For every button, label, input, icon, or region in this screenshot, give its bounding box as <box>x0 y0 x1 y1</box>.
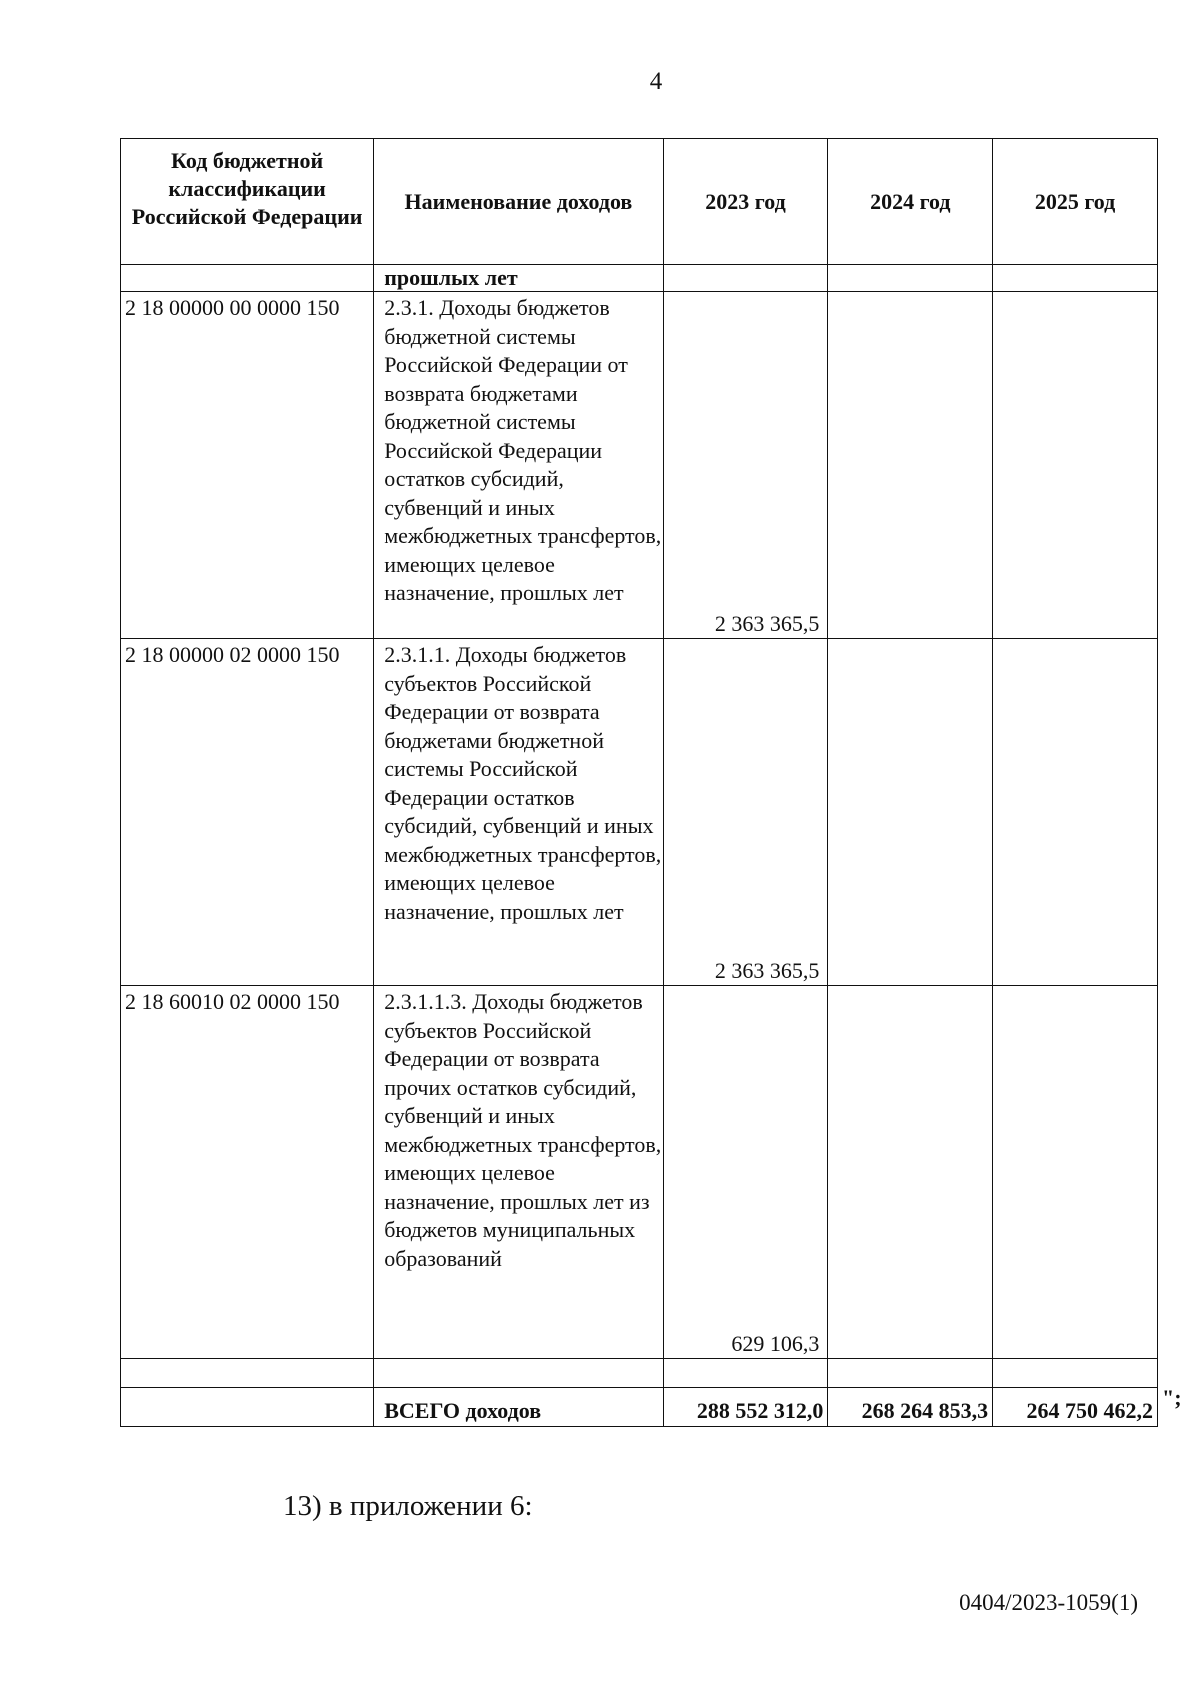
continuation-2023-cell <box>663 265 828 292</box>
row-value-2025 <box>993 986 1158 1359</box>
row-name: 2.3.1.1. Доходы бюджетов субъектов Российской Федерации от возврата бюджетами бюджетной системы Российской Федерации остатков субсидий, субвенций и иных межбюджетных трансфертов, имеющих целевое назначение, прошлых лет <box>374 639 663 986</box>
row-value-2024 <box>828 292 993 639</box>
blank-cell <box>828 1359 993 1388</box>
total-2025: 264 750 462,2 <box>993 1388 1158 1427</box>
blank-cell <box>121 1359 374 1388</box>
blank-cell <box>663 1359 828 1388</box>
row-value-2023: 629 106,3 <box>663 986 828 1359</box>
row-code: 2 18 00000 02 0000 150 <box>121 639 374 986</box>
row-value-2023: 2 363 365,5 <box>663 639 828 986</box>
row-code: 2 18 00000 00 0000 150 <box>121 292 374 639</box>
row-value-2024 <box>828 986 993 1359</box>
header-2024: 2024 год <box>828 139 993 265</box>
row-value-2025 <box>993 292 1158 639</box>
blank-row <box>121 1359 1158 1388</box>
continuation-2024-cell <box>828 265 993 292</box>
table-header-row <box>121 139 1158 265</box>
header-code: Код бюджетной классификации Российской Федерации <box>121 139 374 265</box>
row-code: 2 18 60010 02 0000 150 <box>121 986 374 1359</box>
row-value-2025 <box>993 639 1158 986</box>
total-2023: 288 552 312,0 <box>663 1388 828 1427</box>
row-value-2024 <box>828 639 993 986</box>
point-13-text: 13) в приложении 6: <box>283 1490 533 1522</box>
row-name: 2.3.1. Доходы бюджетов бюджетной системы Российской Федерации от возврата бюджетами бюджетной системы Российской Федерации остатков субсидий, субвенций и иных межбюджетных трансфертов, имеющих целевое назначение, прошлых лет <box>374 292 663 639</box>
total-label: ВСЕГО доходов <box>374 1388 663 1427</box>
table-row <box>121 986 1158 1359</box>
document-id: 0404/2023-1059(1) <box>959 1590 1138 1615</box>
closing-quote-mark: "; <box>1162 1385 1182 1410</box>
row-value-2023: 2 363 365,5 <box>663 292 828 639</box>
blank-cell <box>374 1359 663 1388</box>
revenue-table <box>120 138 1158 1427</box>
page-number: 4 <box>649 68 663 95</box>
continuation-text: прошлых лет <box>374 265 663 292</box>
header-2023: 2023 год <box>663 139 828 265</box>
table-row <box>121 292 1158 639</box>
continuation-code-cell <box>121 265 374 292</box>
table-row <box>121 639 1158 986</box>
blank-cell <box>993 1359 1158 1388</box>
total-row <box>121 1388 1158 1427</box>
total-code-cell <box>121 1388 374 1427</box>
row-name: 2.3.1.1.3. Доходы бюджетов субъектов Российской Федерации от возврата прочих остатков субсидий, субвенций и иных межбюджетных трансфертов, имеющих целевое назначение, прошлых лет из бюджетов муниципальных образований <box>374 986 663 1359</box>
total-2024: 268 264 853,3 <box>828 1388 993 1427</box>
continuation-2025-cell <box>993 265 1158 292</box>
continuation-row <box>121 265 1158 292</box>
header-name: Наименование доходов <box>374 139 663 265</box>
header-2025: 2025 год <box>993 139 1158 265</box>
